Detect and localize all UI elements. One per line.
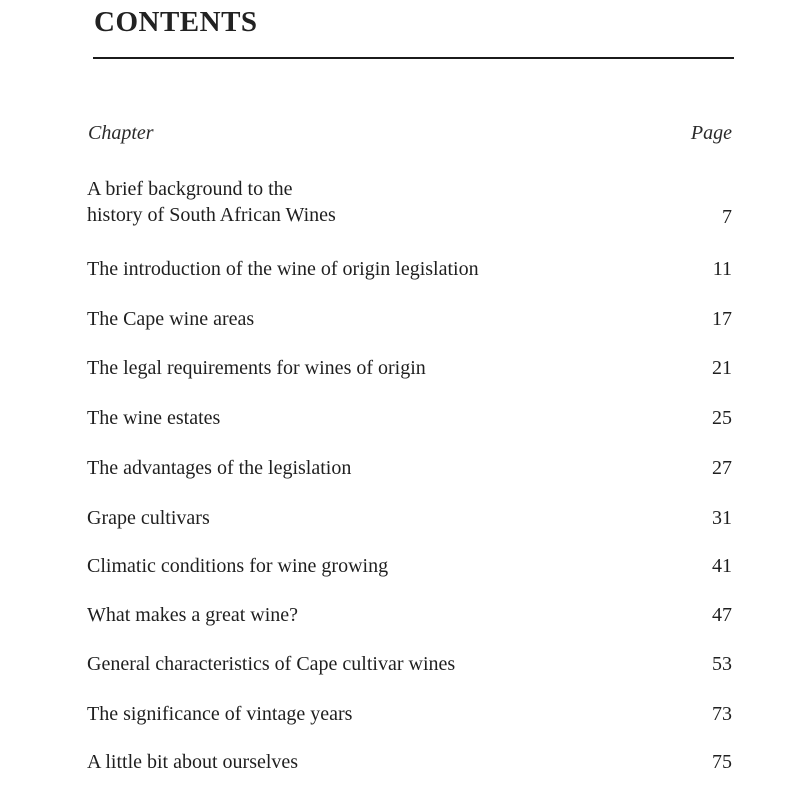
entry-page: 11 <box>712 258 732 280</box>
entry-title: The significance of vintage years <box>87 703 353 725</box>
entry-page: 27 <box>712 457 732 479</box>
entry-title: Climatic conditions for wine growing <box>87 555 389 577</box>
page-column-header: Page <box>690 122 732 144</box>
entry-page: 41 <box>712 555 732 577</box>
entry-page: 47 <box>712 604 732 626</box>
entry-title: A brief background to the history of South African Wines <box>87 178 336 226</box>
entry-title: The introduction of the wine of origin legislation <box>87 258 479 280</box>
entry-title: What makes a great wine? <box>87 604 299 626</box>
entry-page: 53 <box>712 653 732 675</box>
entry-page: 25 <box>712 407 732 429</box>
entry-title: A little bit about ourselves <box>87 751 299 773</box>
entry-page: 21 <box>712 357 732 379</box>
entry-page: 73 <box>712 703 732 725</box>
entry-title: The wine estates <box>87 407 221 429</box>
page-title: CONTENTS <box>94 6 258 38</box>
entry-title: General characteristics of Cape cultivar wines <box>87 653 456 675</box>
entry-page: 75 <box>712 751 732 773</box>
entry-page: 31 <box>712 507 732 529</box>
entry-title: The legal requirements for wines of origin <box>87 357 426 379</box>
chapter-column-header: Chapter <box>88 122 154 144</box>
entry-title: Grape cultivars <box>87 507 210 529</box>
entry-title: The Cape wine areas <box>87 308 255 330</box>
entry-title: The advantages of the legislation <box>87 457 352 479</box>
entry-page: 17 <box>712 308 732 330</box>
heading-rule <box>93 57 734 59</box>
entry-page: 7 <box>722 206 732 228</box>
